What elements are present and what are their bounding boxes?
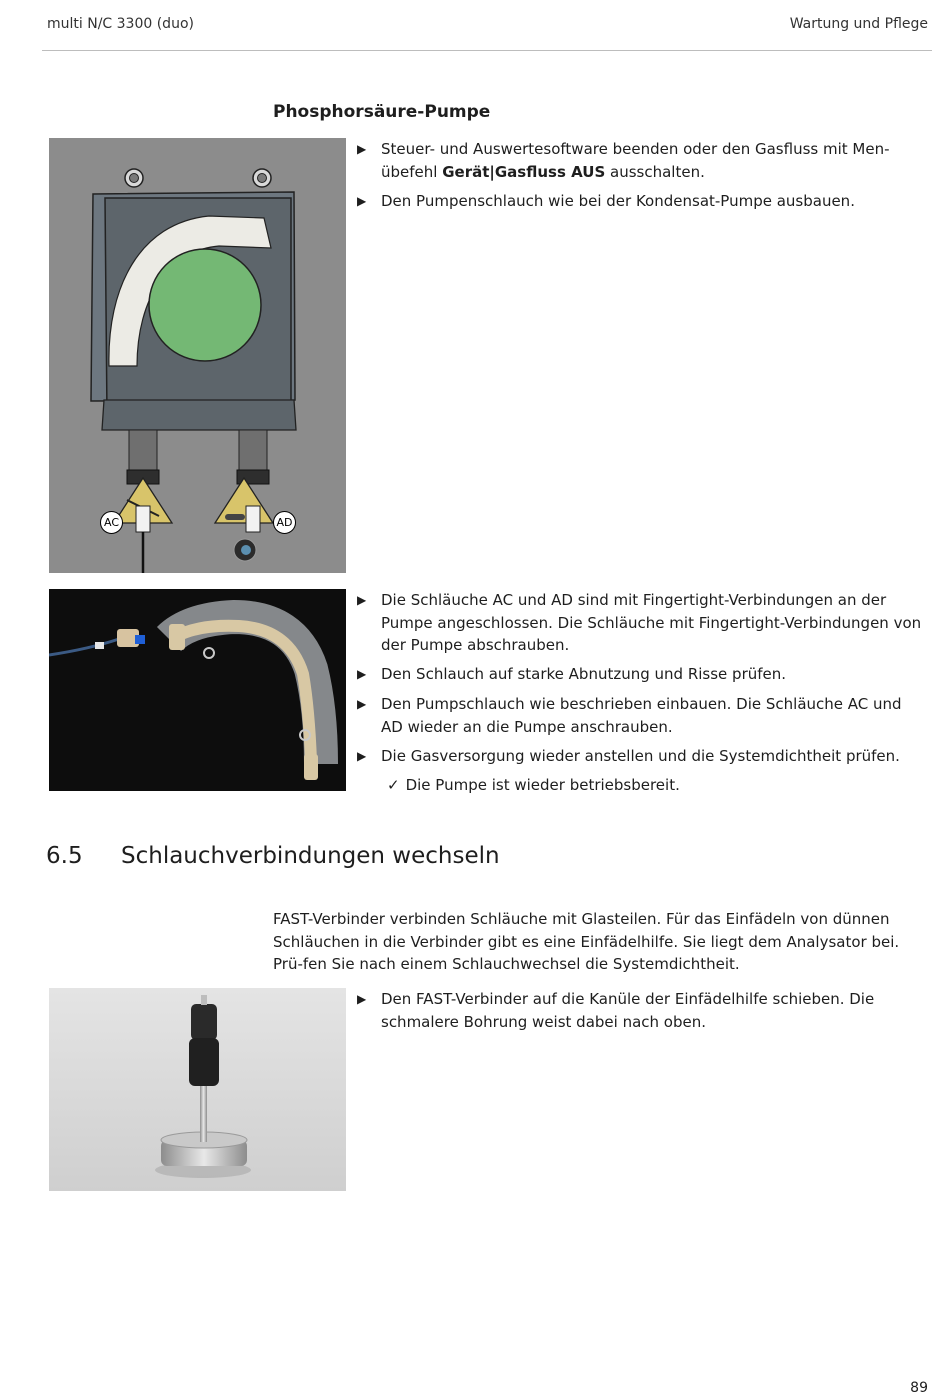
- instruction-step: ▶ Den Schlauch auf starke Abnutzung und Risse prüfen.: [357, 663, 927, 686]
- page-number: 89: [910, 1380, 928, 1396]
- header-divider: [42, 50, 932, 51]
- section-title: Schlauchverbindungen wechseln: [121, 843, 500, 869]
- instruction-step: ▶ Die Schläuche AC und AD sind mit Fingertight-Verbindungen an der Pumpe angeschlossen. Die Schläuche mit Fingertight-Verbindungen von der Pumpe abschrauben.: [357, 591, 922, 654]
- bullet-arrow-icon: ▶: [357, 749, 367, 763]
- instruction-step: ▶ Den Pumpschlauch wie beschrieben einbauen. Die Schläuche AC und AD wieder an die Pumpe anschrauben.: [357, 695, 902, 736]
- bullet-arrow-icon: ▶: [357, 593, 367, 607]
- menu-path: Gerät|Gasfluss AUS: [442, 162, 606, 181]
- section-number: 6.5: [46, 843, 83, 869]
- bullet-arrow-icon: ▶: [357, 697, 367, 711]
- tube-label-ac: AC: [100, 511, 123, 534]
- instruction-step: ▶ Den Pumpenschlauch wie bei der Kondensat-Pumpe ausbauen.: [357, 190, 927, 213]
- tube-label-ad: AD: [273, 511, 296, 534]
- section-intro-paragraph: FAST-Verbinder verbinden Schläuche mit Glasteilen. Für das Einfädeln von dünnen Schläuchen in die Verbinder gibt es eine Einfädelhilfe. Sie liegt dem Analysator bei. Prü-fen Sie nach einem Schlauchwechsel die Systemdichtheit.: [273, 910, 900, 973]
- bullet-arrow-icon: ▶: [357, 142, 367, 156]
- subsection-title: Phosphorsäure-Pumpe: [273, 102, 491, 122]
- running-header-chapter: Wartung und Pflege: [789, 16, 928, 32]
- instruction-step: ▶ Den FAST-Verbinder auf die Kanüle der Einfädelhilfe schieben. Die schmalere Bohrung weist dabei nach oben.: [357, 990, 875, 1031]
- bullet-arrow-icon: ▶: [357, 667, 367, 681]
- bullet-arrow-icon: ▶: [357, 992, 367, 1006]
- instruction-step: ▶ Steuer- und Auswertesoftware beenden oder den Gasfluss mit Men-übefehl Gerät|Gasfluss AUS ausschalten.: [357, 140, 890, 181]
- pump-tube-photo: [49, 589, 346, 791]
- instruction-step: ▶ Die Gasversorgung wieder anstellen und die Systemdichtheit prüfen.: [357, 745, 927, 768]
- checkmark-icon: ✓: [387, 776, 400, 794]
- threading-aid-photo: [49, 988, 346, 1191]
- bullet-arrow-icon: ▶: [357, 194, 367, 208]
- pump-illustration: [49, 138, 346, 573]
- result-line: ✓ Die Pumpe ist wieder betriebsbereit.: [387, 776, 680, 794]
- running-header-product: multi N/C 3300 (duo): [47, 16, 194, 32]
